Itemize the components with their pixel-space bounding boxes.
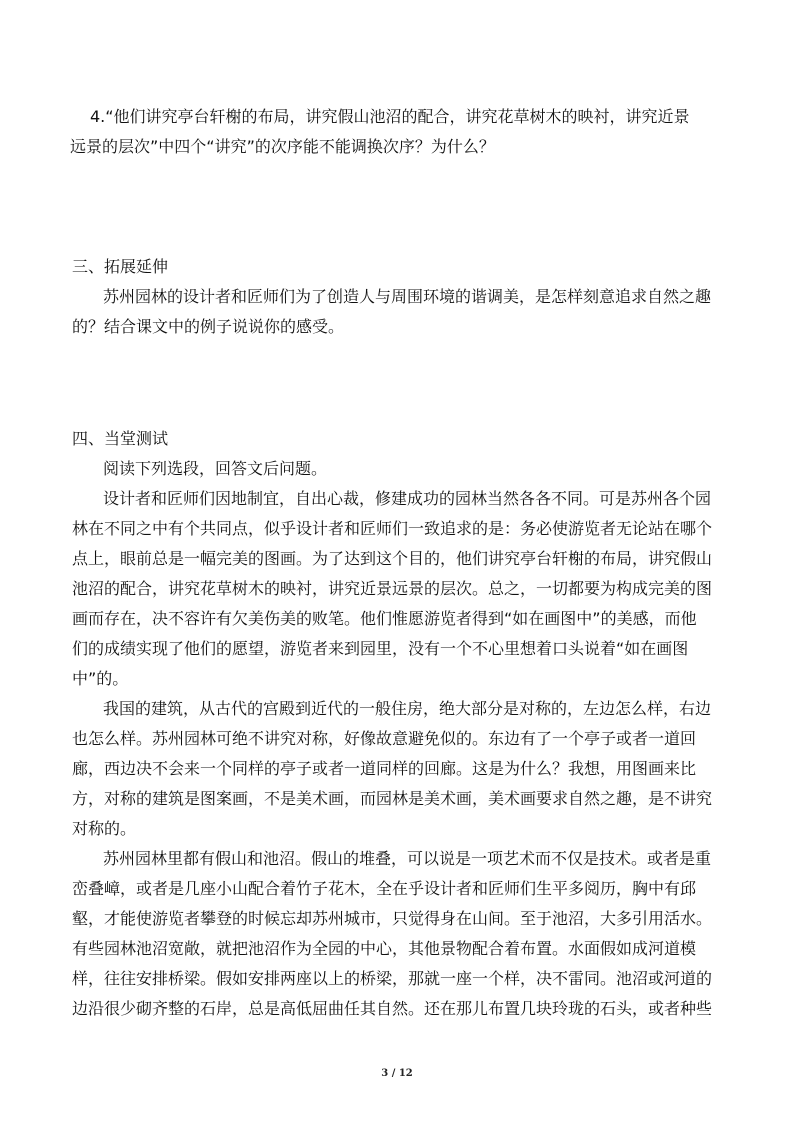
paragraph-2-line-2: 也怎么样。苏州园林可绝不讲究对称，好像故意避免似的。东边有了一个亭子或者一道回 xyxy=(72,729,697,748)
paragraph-3-line-5: 样，往往安排桥梁。假如安排两座以上的桥梁，那就一座一个样，决不雷同。池沼或河道的 xyxy=(72,969,713,988)
passage-paragraph-2 xyxy=(72,694,713,844)
paragraph-2-line-3: 廊，西边决不会来一个同样的亭子或者一道同样的回廊。这是为什么？我想，用图画来比 xyxy=(72,759,697,778)
section-3-heading: 三、拓展延伸 xyxy=(72,257,169,276)
section-3-line-1: 苏州园林的设计者和匠师们为了创造人与周围环境的谐调美，是怎样刻意追求自然之趣 xyxy=(103,287,712,306)
paragraph-1-line-3: 点上，眼前总是一幅完美的图画。为了达到这个目的，他们讲究亭台轩榭的布局，讲究假山 xyxy=(72,549,713,568)
paragraph-1-line-7: 中”的。 xyxy=(72,669,129,688)
paragraph-3-line-6: 边沿很少砌齐整的石岸，总是高低屈曲任其自然。还在那儿布置几块玲珑的石头，或者种些 xyxy=(72,999,713,1018)
section-3-line-2: 的？结合课文中的例子说说你的感受。 xyxy=(72,317,345,336)
paragraph-3-line-1: 苏州园林里都有假山和池沼。假山的堆叠，可以说是一项艺术而不仅是技术。或者是重 xyxy=(103,849,712,868)
passage-paragraph-3 xyxy=(72,844,713,1024)
paragraph-1-line-4: 池沼的配合，讲究花草树木的映衬，讲究近景远景的层次。总之，一切都要为构成完美的图 xyxy=(72,579,713,598)
paragraph-3-line-4: 有些园林池沼宽敞，就把池沼作为全园的中心，其他景物配合着布置。水面假如成河道模 xyxy=(72,939,697,958)
paragraph-1-line-1: 设计者和匠师们因地制宜，自出心裁，修建成功的园林当然各各不同。可是苏州各个园 xyxy=(103,489,712,508)
page-number: 3 / 12 xyxy=(381,1068,413,1079)
paragraph-2-line-5: 对称的。 xyxy=(72,819,137,838)
paragraph-3-line-3: 壑，才能使游览者攀登的时候忘却苏州城市，只觉得身在山间。至于池沼，大多引用活水。 xyxy=(72,909,713,928)
section-4-body xyxy=(72,454,713,1024)
paragraph-1-line-2: 林在不同之中有个共同点，似乎设计者和匠师们一致追求的是：务必使游览者无论站在哪个 xyxy=(72,519,713,538)
passage-paragraph-1 xyxy=(72,484,713,694)
question-4-line-2: 远景的层次”中四个“讲究”的次序能不能调换次序？为什么？ xyxy=(70,137,495,156)
paragraph-3-line-2: 峦叠嶂，或者是几座小山配合着竹子花木，全在乎设计者和匠师们生平多阅历，胸中有邱 xyxy=(72,879,697,898)
paragraph-2-line-4: 方，对称的建筑是图案画，不是美术画，而园林是美术画，美术画要求自然之趣，是不讲究 xyxy=(72,789,713,808)
paragraph-1-line-5: 画而存在，决不容许有欠美伤美的败笔。他们惟愿游览者得到“如在画图中”的美感，而他 xyxy=(72,609,697,628)
question-4 xyxy=(70,102,715,162)
section-3-body xyxy=(72,282,712,342)
paragraph-2-line-1: 我国的建筑，从古代的宫殿到近代的一般住房，绝大部分是对称的，左边怎么样，右边 xyxy=(103,699,712,718)
section-4-heading: 四、当堂测试 xyxy=(72,429,169,448)
section-4-instruction: 阅读下列选段，回答文后问题。 xyxy=(103,459,328,478)
question-4-line-1: 4.“他们讲究亭台轩榭的布局，讲究假山池沼的配合，讲究花草树木的映衬，讲究近景 xyxy=(90,107,690,126)
paragraph-1-line-6: 们的成绩实现了他们的愿望，游览者来到园里，没有一个不心里想着口头说着“如在画图 xyxy=(72,639,689,658)
